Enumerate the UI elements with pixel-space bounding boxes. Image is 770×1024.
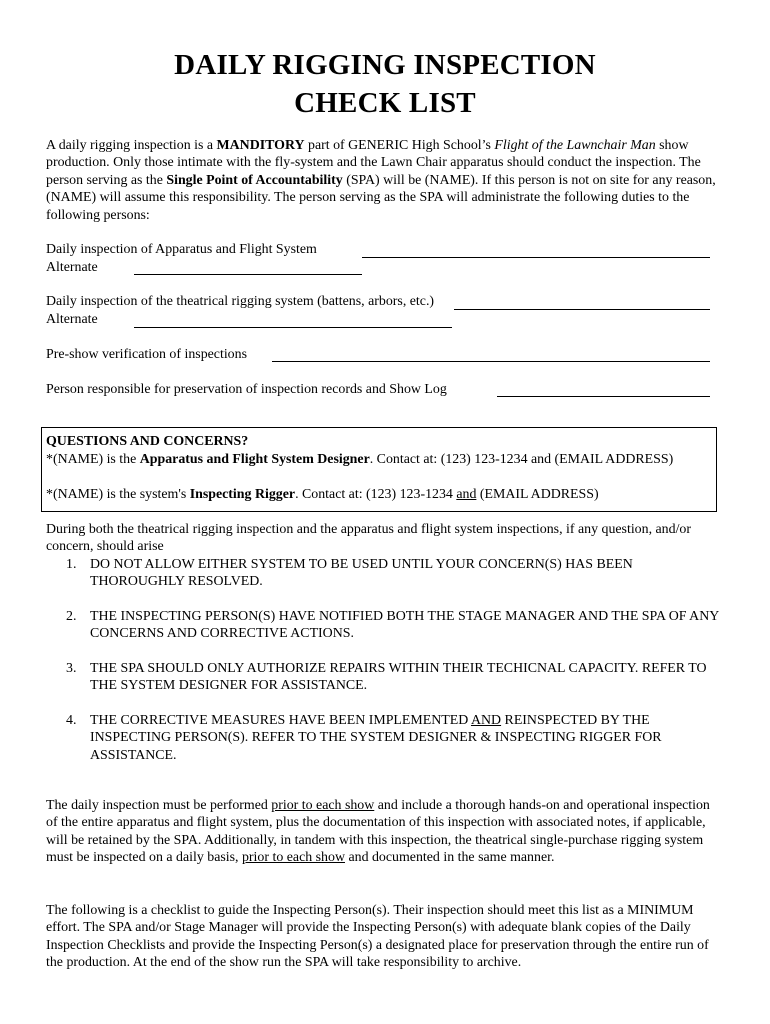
designer-text: *(NAME) is the bbox=[46, 452, 140, 467]
list-item-text: THE INSPECTING PERSON(S) HAVE NOTIFIED BOTH THE STAGE MANAGER AND THE SPA OF ANY CONCERNS AND CORRECTIVE ACTIONS. bbox=[90, 609, 719, 642]
duty-apparatus-blank[interactable] bbox=[362, 257, 710, 258]
during-paragraph: During both the theatrical rigging inspection and the apparatus and flight system inspections, if any question, and/or concern, should arise bbox=[46, 522, 691, 555]
document-title: DAILY RIGGING INSPECTION bbox=[174, 49, 596, 81]
list-item-text: DO NOT ALLOW EITHER SYSTEM TO BE USED UNTIL YOUR CONCERN(S) HAS BEEN THOROUGHLY RESOLVED. bbox=[90, 557, 633, 590]
list-item-number: 4. bbox=[66, 713, 77, 728]
daily-underlined: prior to each show bbox=[271, 798, 375, 813]
intro-text: part of GENERIC High School’s bbox=[304, 138, 495, 153]
daily-text: The daily inspection must be performed bbox=[46, 798, 272, 813]
designer-contact bbox=[46, 451, 673, 469]
duty-alternate2-label: Alternate bbox=[46, 312, 98, 327]
duty-preshow-blank[interactable] bbox=[272, 361, 710, 362]
list-item-underlined: AND bbox=[470, 713, 502, 728]
rigger-text: (EMAIL ADDRESS) bbox=[476, 487, 599, 502]
duty-alternate2-blank[interactable] bbox=[134, 327, 452, 328]
list-item-text: THE SPA SHOULD ONLY AUTHORIZE REPAIRS WITHIN THEIR TECHICNAL CAPACITY. REFER TO THE SYSTEM DESIGNER FOR ASSISTANCE. bbox=[90, 661, 707, 694]
designer-text: . Contact at: (123) 123-1234 and (EMAIL ADDRESS) bbox=[369, 452, 674, 467]
intro-text: show production. Only those intimate with the fly-system and the Lawn Chair apparatus should conduct the inspection. The person serving as the bbox=[46, 138, 701, 188]
rigger-and: and bbox=[456, 487, 477, 502]
daily-paragraph bbox=[46, 797, 724, 867]
duty-rigging-label: Daily inspection of the theatrical rigging system (battens, arbors, etc.) bbox=[46, 294, 435, 309]
daily-underlined: prior to each show bbox=[241, 850, 345, 866]
list-item-text-part: THE CORRECTIVE MEASURES HAVE BEEN IMPLEMENTED bbox=[90, 713, 471, 728]
document-subtitle: CHECK LIST bbox=[294, 87, 476, 119]
questions-heading: QUESTIONS AND CONCERNS? bbox=[46, 434, 249, 449]
list-item-number: 3. bbox=[66, 661, 77, 676]
rigger-role: Inspecting Rigger bbox=[189, 487, 296, 502]
duty-apparatus-label: Daily inspection of Apparatus and Flight System bbox=[46, 242, 317, 257]
intro-bold-spa: Single Point of Accountability bbox=[166, 172, 343, 188]
designer-role: Apparatus and Flight System Designer bbox=[139, 452, 370, 467]
checklist-paragraph: The following is a checklist to guide the Inspecting Person(s). Their inspection should meet this list as a MINIMUM effort. The SPA and/or Stage Manager will provide the Inspecting Person(s) with adequate blank copies of the Daily Inspection Checklists and provide the Inspecting Person(s) a designated place for preservation through the entire run of the production. At the end of the show run the SPA will take responsibility to archive. bbox=[46, 903, 709, 971]
intro-text: (SPA) will be (NAME). If this person is not on site for any reason, (NAME) will assume this responsibility. The person serving as the SPA will administrate the following duties to the following persons: bbox=[46, 172, 716, 223]
daily-text: and documented in the same manner. bbox=[344, 850, 555, 866]
questions-box bbox=[41, 427, 717, 512]
list-item-text bbox=[90, 712, 730, 764]
duty-alternate1-blank[interactable] bbox=[134, 274, 362, 275]
intro-text: A daily rigging inspection is a bbox=[46, 138, 217, 153]
rigger-text: *(NAME) is the system's bbox=[46, 487, 190, 502]
duty-alternate1-label: Alternate bbox=[46, 260, 98, 275]
duty-rigging-blank[interactable] bbox=[454, 309, 710, 310]
duty-records-blank[interactable] bbox=[497, 396, 710, 397]
list-item-number: 1. bbox=[66, 557, 77, 572]
rigger-text: . Contact at: (123) 123-1234 bbox=[295, 487, 457, 502]
intro-paragraph bbox=[46, 137, 724, 224]
duty-records-label: Person responsible for preservation of inspection records and Show Log bbox=[46, 382, 447, 397]
duty-preshow-label: Pre-show verification of inspections bbox=[46, 347, 247, 362]
list-item-text-part: REINSPECTED BY THE INSPECTING PERSON(S). REFER TO THE SYSTEM DESIGNER & INSPECTING RIGGER FOR ASSISTANCE. bbox=[90, 713, 662, 763]
list-item-number: 2. bbox=[66, 609, 77, 624]
intro-bold-mandatory: MANDITORY bbox=[216, 138, 305, 153]
rigger-contact bbox=[46, 486, 599, 504]
show-title: Flight of the Lawnchair Man bbox=[494, 138, 656, 153]
daily-text: and include a thorough hands-on and operational inspection of the entire apparatus and flight system, plus the documentation of this inspection with associated notes, if applicable, will be retained by the SPA. Additionally, in tandem with this inspection, the theatrical single-purchase rigging system must be inspected on a daily basis, bbox=[46, 798, 710, 866]
